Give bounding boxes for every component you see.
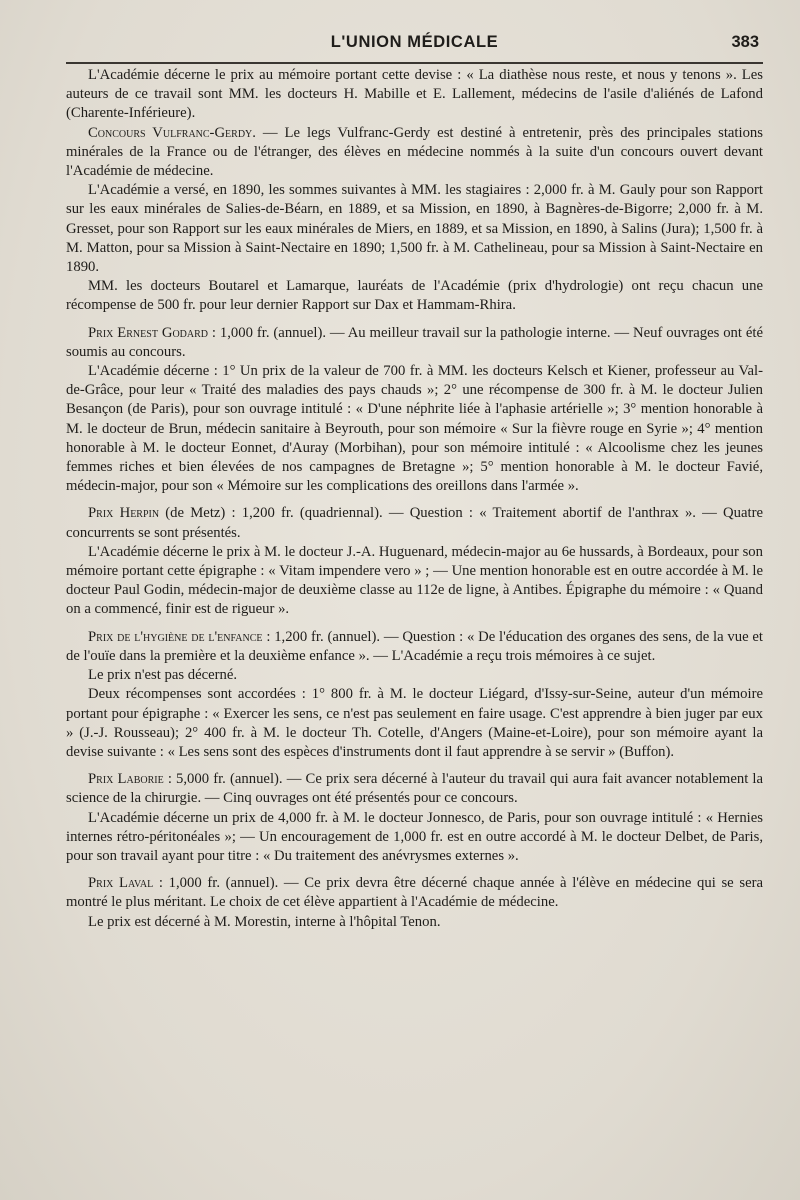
paragraph	[66, 324, 763, 362]
paragraph	[66, 685, 763, 762]
paragraph	[66, 277, 763, 315]
paragraph-text: L'Académie décerne le prix à M. le docteur J.-A. Huguenard, médecin-major au 6e hussards, à Bordeaux, pour son mémoire portant cette épigraphe : « Vitam impendere vero » ; — Une mention honorable est en outre accordée à M. le docteur Paul Godin, médecin-major de deuxième classe au 112e de ligne, à Antibes. Épigraphe du mémoire : « Quand on a commencé, finir est de rigueur ».	[66, 543, 763, 618]
paragraph	[66, 770, 763, 808]
paragraph	[66, 666, 763, 685]
paragraph-text: : 5,000 fr. (annuel). — Ce prix sera décerné à l'auteur du travail qui aura fait avancer notablement la science de la chirurgie. — Cinq ouvrages ont été présentés pour ce concours.	[66, 771, 763, 807]
paragraph-text: : 1,200 fr. (annuel). — Question : « De l'éducation des organes des sens, de la vue et de l'ouïe dans la première et la deuxième enfance ». — L'Académie a reçu trois mémoires à ce sujet.	[66, 628, 763, 664]
paragraph-text: MM. les docteurs Boutarel et Lamarque, lauréats de l'Académie (prix d'hydrologie) ont reçu chacun une récompense de 500 fr. pour leur dernier Rapport sur Dax et Hammam-Rhira.	[66, 278, 763, 314]
paragraph-text: Deux récompenses sont accordées : 1° 800 fr. à M. le docteur Liégard, d'Issy-sur-Seine, auteur d'un mémoire portant pour épigraphe : « Exercer les sens, ce n'est pas seulement en faire usage. C'est apprendre à bien juger par eux » (J.-J. Rousseau); 2° 400 fr. à M. le docteur Th. Cotelle, d'Angers (Maine-et-Loire), pour son mémoire ayant la devise suivante : « Les sens sont des espèces d'instruments dont il faut apprendre à se servir » (Buffon).	[66, 686, 763, 760]
paragraph	[66, 874, 763, 912]
section-lead: Prix Ernest Godard	[88, 324, 209, 341]
paragraph	[66, 809, 763, 867]
running-header	[66, 30, 763, 56]
paragraph	[66, 181, 763, 277]
paragraph	[66, 628, 763, 666]
paragraph-text: : 1,000 fr. (annuel). — Au meilleur travail sur la pathologie interne. — Neuf ouvrages ont été soumis au concours.	[66, 324, 764, 360]
paragraph	[66, 124, 763, 182]
section-lead: Prix Laval	[88, 875, 154, 892]
paragraph-text: L'Académie décerne un prix de 4,000 fr. à M. le docteur Jonnesco, de Paris, pour son ouvrage intitulé : « Hernies internes rétro-péritonéales »; — Un encouragement de 1,000 fr. est en outre accordé à M. le docteur Delbet, de Paris, pour son travail ayant pour titre : « Du traitement des anévrysmes externes ».	[66, 809, 763, 864]
header-rule	[66, 62, 763, 64]
paragraph-text: : 1,000 fr. (annuel). — Ce prix devra être décerné chaque année à l'élève en médecine qui se sera montré le plus méritant. Le choix de cet élève appartient à l'Académie de médecine.	[66, 875, 763, 911]
paragraph	[66, 913, 763, 932]
paragraph	[66, 543, 763, 620]
paragraph	[66, 362, 763, 496]
paragraph-text: L'Académie décerne : 1° Un prix de la valeur de 700 fr. à MM. les docteurs Kelsch et Kiener, professeur au Val-de-Grâce, pour leur « Traité des maladies des pays chauds »; 2° une récompense de 300 fr. à M. le docteur Julien Besançon (de Paris), pour son ouvrage intitulé : « D'une néphrite liée à l'aphasie artérielle »; 3° mention honorable à M. le docteur de Brun, médecin sanitaire à Beyrouth, pour son mémoire « Sur la fièvre rouge en Syrie »; 4° mention honorable à M. le docteur Eonnet, d'Auray (Morbihan), pour son mémoire intitulé : « Alcoolisme chez les jeunes femmes riches et bien élevées de nos campagnes de Bretagne »; 5° mention honorable à M. le docteur Favié, médecin-major, pour son « Mémoire sur les complications des oreillons dans l'armée ».	[66, 363, 763, 495]
paragraph	[66, 504, 763, 542]
journal-title: L'UNION MÉDICALE	[330, 33, 499, 51]
section-lead: Concours Vulfranc-Gerdy.	[88, 124, 256, 141]
page-number: 383	[731, 33, 759, 51]
paragraph-text: (de Metz) : 1,200 fr. (quadriennal). — Question : « Traitement abortif de l'anthrax ». — Quatre concurrents se sont présentés.	[66, 505, 763, 541]
paragraph	[66, 66, 763, 124]
section-lead: Prix de l'hygiène de l'enfance	[88, 628, 263, 645]
article-body	[66, 66, 763, 932]
section-lead: Prix Herpin	[88, 505, 160, 522]
paragraph-text: L'Académie a versé, en 1890, les sommes suivantes à MM. les stagiaires : 2,000 fr. à M. Gauly pour son Rapport sur les eaux minérales de Salies-de-Béarn, en 1889, et sa Mission, en 1890, à Bagnères-de-Bigorre; 2,000 fr. à M. Gresset, pour son Rapport sur les eaux minérales de Miers, en 1889, et sa Mission, en 1890, à Salins (Jura); 1,500 fr. à M. Matton, pour sa Mission à Saint-Nectaire en 1890; 1,500 fr. à M. Cathelineau, pour sa Mission à Saint-Nectaire en 1890.	[66, 182, 763, 276]
section-lead: Prix Laborie	[88, 771, 164, 788]
paragraph-text: Le prix est décerné à M. Morestin, interne à l'hôpital Tenon.	[88, 913, 441, 930]
paragraph-text: — Le legs Vulfranc-Gerdy est destiné à entretenir, près des principales stations minérales de la France ou de l'étranger, des élèves en médecine nommés à la suite d'un concours ouvert devant l'Académie de médecine.	[66, 124, 763, 180]
paragraph-text: Le prix n'est pas décerné.	[88, 667, 238, 684]
paragraph-text: L'Académie décerne le prix au mémoire portant cette devise : « La diathèse nous reste, et nous y tenons ». Les auteurs de ce travail sont MM. les docteurs H. Mabille et E. Lallement, médecins de l'asile d'aliénés de Lafond (Charente-Inférieure).	[66, 67, 763, 122]
